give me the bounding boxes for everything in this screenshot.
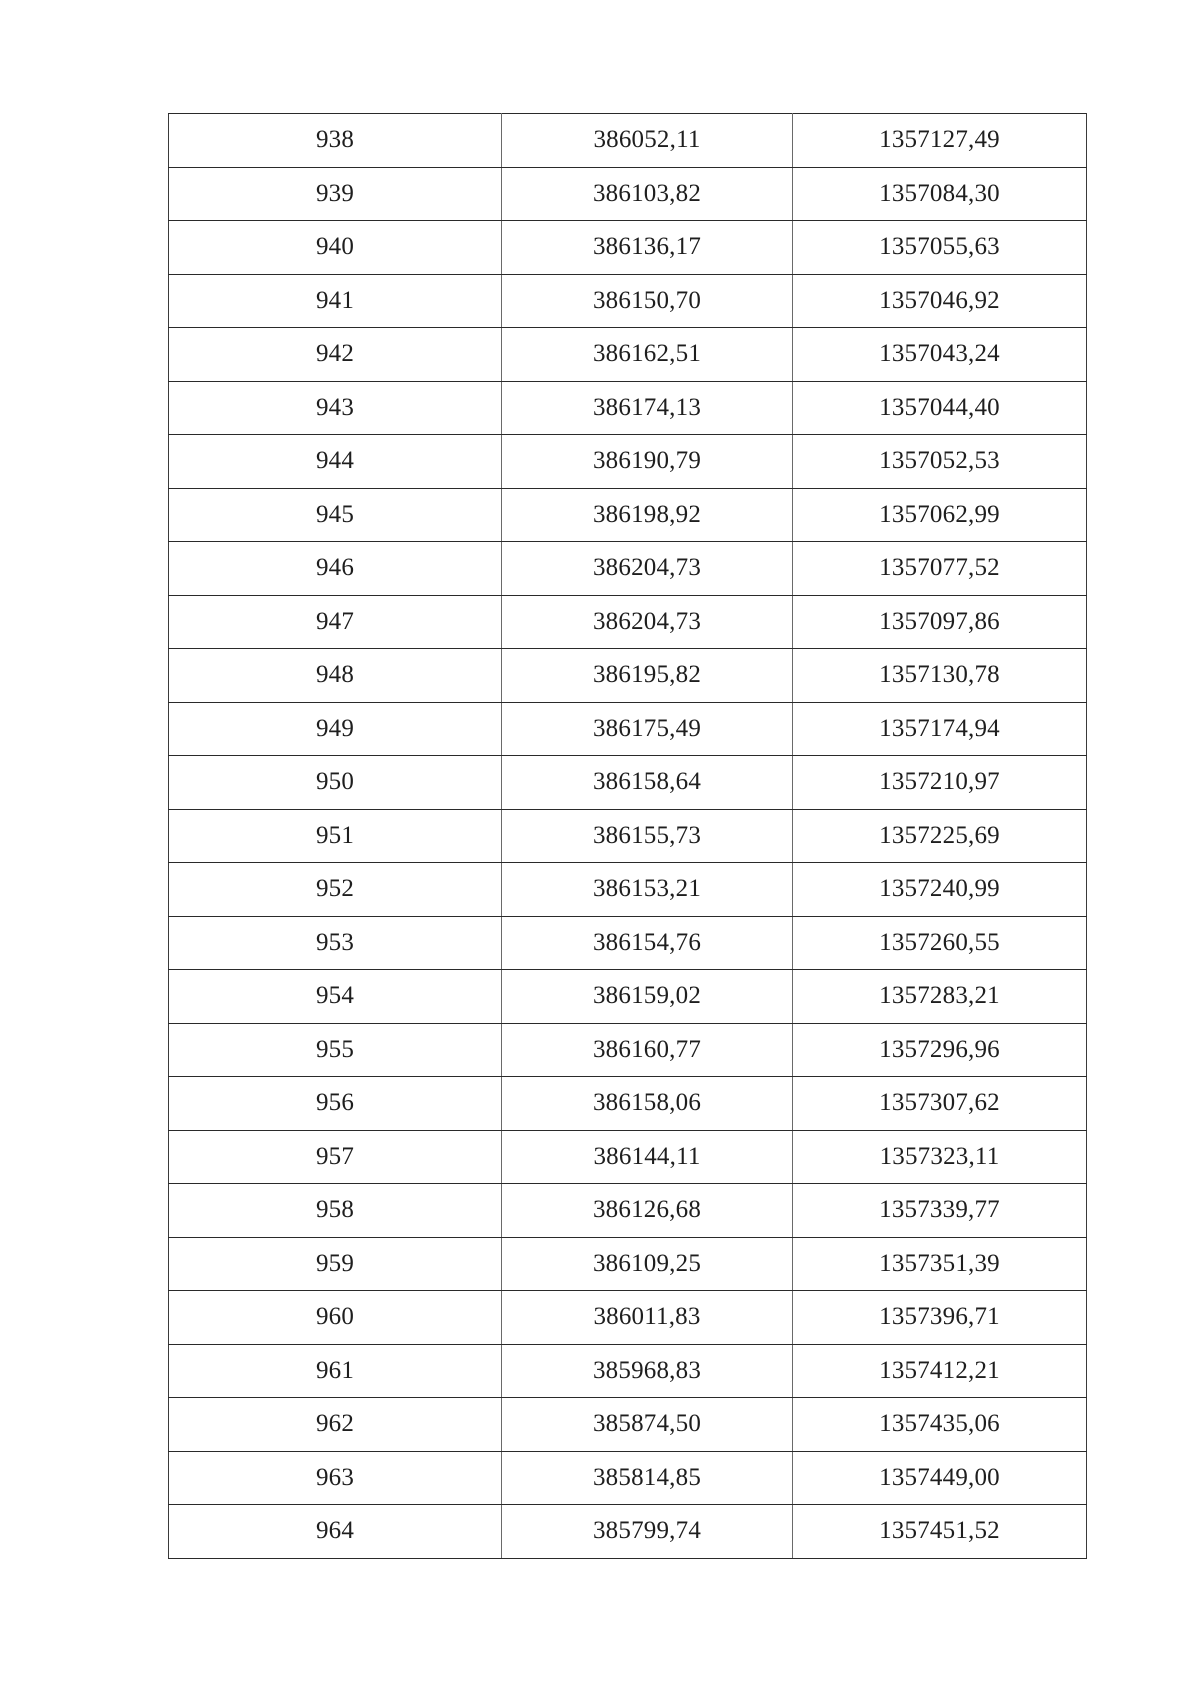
y-coordinate-cell: 1357296,96: [793, 1023, 1087, 1077]
y-coordinate-cell: 1357210,97: [793, 756, 1087, 810]
y-coordinate-cell: 1357412,21: [793, 1344, 1087, 1398]
table-row: [169, 221, 1087, 275]
x-coordinate-cell: 385874,50: [502, 1398, 793, 1452]
table-row: [169, 488, 1087, 542]
table-row: [169, 649, 1087, 703]
table-row: [169, 114, 1087, 168]
point-number-cell: 946: [169, 542, 502, 596]
x-coordinate-cell: 386175,49: [502, 702, 793, 756]
table-row: [169, 702, 1087, 756]
y-coordinate-cell: 1357323,11: [793, 1130, 1087, 1184]
y-coordinate-cell: 1357044,40: [793, 381, 1087, 435]
x-coordinate-cell: 386160,77: [502, 1023, 793, 1077]
coordinates-table-body: [169, 114, 1087, 1559]
point-number-cell: 943: [169, 381, 502, 435]
point-number-cell: 939: [169, 167, 502, 221]
point-number-cell: 948: [169, 649, 502, 703]
point-number-cell: 963: [169, 1451, 502, 1505]
y-coordinate-cell: 1357339,77: [793, 1184, 1087, 1238]
y-coordinate-cell: 1357046,92: [793, 274, 1087, 328]
y-coordinate-cell: 1357077,52: [793, 542, 1087, 596]
x-coordinate-cell: 386153,21: [502, 863, 793, 917]
y-coordinate-cell: 1357062,99: [793, 488, 1087, 542]
x-coordinate-cell: 386204,73: [502, 542, 793, 596]
y-coordinate-cell: 1357130,78: [793, 649, 1087, 703]
point-number-cell: 956: [169, 1077, 502, 1131]
table-row: [169, 167, 1087, 221]
point-number-cell: 944: [169, 435, 502, 489]
point-number-cell: 953: [169, 916, 502, 970]
x-coordinate-cell: 386150,70: [502, 274, 793, 328]
y-coordinate-cell: 1357055,63: [793, 221, 1087, 275]
x-coordinate-cell: 386159,02: [502, 970, 793, 1024]
y-coordinate-cell: 1357240,99: [793, 863, 1087, 917]
y-coordinate-cell: 1357225,69: [793, 809, 1087, 863]
x-coordinate-cell: 386052,11: [502, 114, 793, 168]
y-coordinate-cell: 1357435,06: [793, 1398, 1087, 1452]
point-number-cell: 949: [169, 702, 502, 756]
table-row: [169, 1451, 1087, 1505]
point-number-cell: 960: [169, 1291, 502, 1345]
x-coordinate-cell: 385968,83: [502, 1344, 793, 1398]
y-coordinate-cell: 1357052,53: [793, 435, 1087, 489]
x-coordinate-cell: 386154,76: [502, 916, 793, 970]
y-coordinate-cell: 1357396,71: [793, 1291, 1087, 1345]
y-coordinate-cell: 1357307,62: [793, 1077, 1087, 1131]
table-row: [169, 595, 1087, 649]
x-coordinate-cell: 385799,74: [502, 1505, 793, 1559]
point-number-cell: 958: [169, 1184, 502, 1238]
y-coordinate-cell: 1357127,49: [793, 114, 1087, 168]
point-number-cell: 952: [169, 863, 502, 917]
x-coordinate-cell: 386136,17: [502, 221, 793, 275]
table-row: [169, 1184, 1087, 1238]
table-row: [169, 1130, 1087, 1184]
table-row: [169, 916, 1087, 970]
y-coordinate-cell: 1357084,30: [793, 167, 1087, 221]
point-number-cell: 955: [169, 1023, 502, 1077]
table-row: [169, 381, 1087, 435]
x-coordinate-cell: 386103,82: [502, 167, 793, 221]
table-row: [169, 970, 1087, 1024]
table-row: [169, 435, 1087, 489]
point-number-cell: 938: [169, 114, 502, 168]
x-coordinate-cell: 386174,13: [502, 381, 793, 435]
point-number-cell: 951: [169, 809, 502, 863]
x-coordinate-cell: 385814,85: [502, 1451, 793, 1505]
table-row: [169, 809, 1087, 863]
y-coordinate-cell: 1357260,55: [793, 916, 1087, 970]
table-row: [169, 1023, 1087, 1077]
x-coordinate-cell: 386162,51: [502, 328, 793, 382]
point-number-cell: 947: [169, 595, 502, 649]
table-row: [169, 1291, 1087, 1345]
x-coordinate-cell: 386190,79: [502, 435, 793, 489]
table-row: [169, 1344, 1087, 1398]
point-number-cell: 945: [169, 488, 502, 542]
point-number-cell: 950: [169, 756, 502, 810]
y-coordinate-cell: 1357097,86: [793, 595, 1087, 649]
point-number-cell: 954: [169, 970, 502, 1024]
point-number-cell: 964: [169, 1505, 502, 1559]
table-row: [169, 1505, 1087, 1559]
y-coordinate-cell: 1357043,24: [793, 328, 1087, 382]
table-row: [169, 863, 1087, 917]
point-number-cell: 940: [169, 221, 502, 275]
x-coordinate-cell: 386158,64: [502, 756, 793, 810]
point-number-cell: 961: [169, 1344, 502, 1398]
x-coordinate-cell: 386144,11: [502, 1130, 793, 1184]
x-coordinate-cell: 386011,83: [502, 1291, 793, 1345]
point-number-cell: 957: [169, 1130, 502, 1184]
table-row: [169, 328, 1087, 382]
table-row: [169, 1237, 1087, 1291]
y-coordinate-cell: 1357174,94: [793, 702, 1087, 756]
table-row: [169, 756, 1087, 810]
x-coordinate-cell: 386109,25: [502, 1237, 793, 1291]
point-number-cell: 959: [169, 1237, 502, 1291]
point-number-cell: 941: [169, 274, 502, 328]
table-row: [169, 1398, 1087, 1452]
x-coordinate-cell: 386126,68: [502, 1184, 793, 1238]
x-coordinate-cell: 386155,73: [502, 809, 793, 863]
table-row: [169, 274, 1087, 328]
y-coordinate-cell: 1357449,00: [793, 1451, 1087, 1505]
x-coordinate-cell: 386158,06: [502, 1077, 793, 1131]
x-coordinate-cell: 386198,92: [502, 488, 793, 542]
y-coordinate-cell: 1357283,21: [793, 970, 1087, 1024]
x-coordinate-cell: 386204,73: [502, 595, 793, 649]
y-coordinate-cell: 1357351,39: [793, 1237, 1087, 1291]
table-row: [169, 1077, 1087, 1131]
point-number-cell: 962: [169, 1398, 502, 1452]
y-coordinate-cell: 1357451,52: [793, 1505, 1087, 1559]
table-row: [169, 542, 1087, 596]
x-coordinate-cell: 386195,82: [502, 649, 793, 703]
coordinates-table: [168, 113, 1087, 1559]
point-number-cell: 942: [169, 328, 502, 382]
